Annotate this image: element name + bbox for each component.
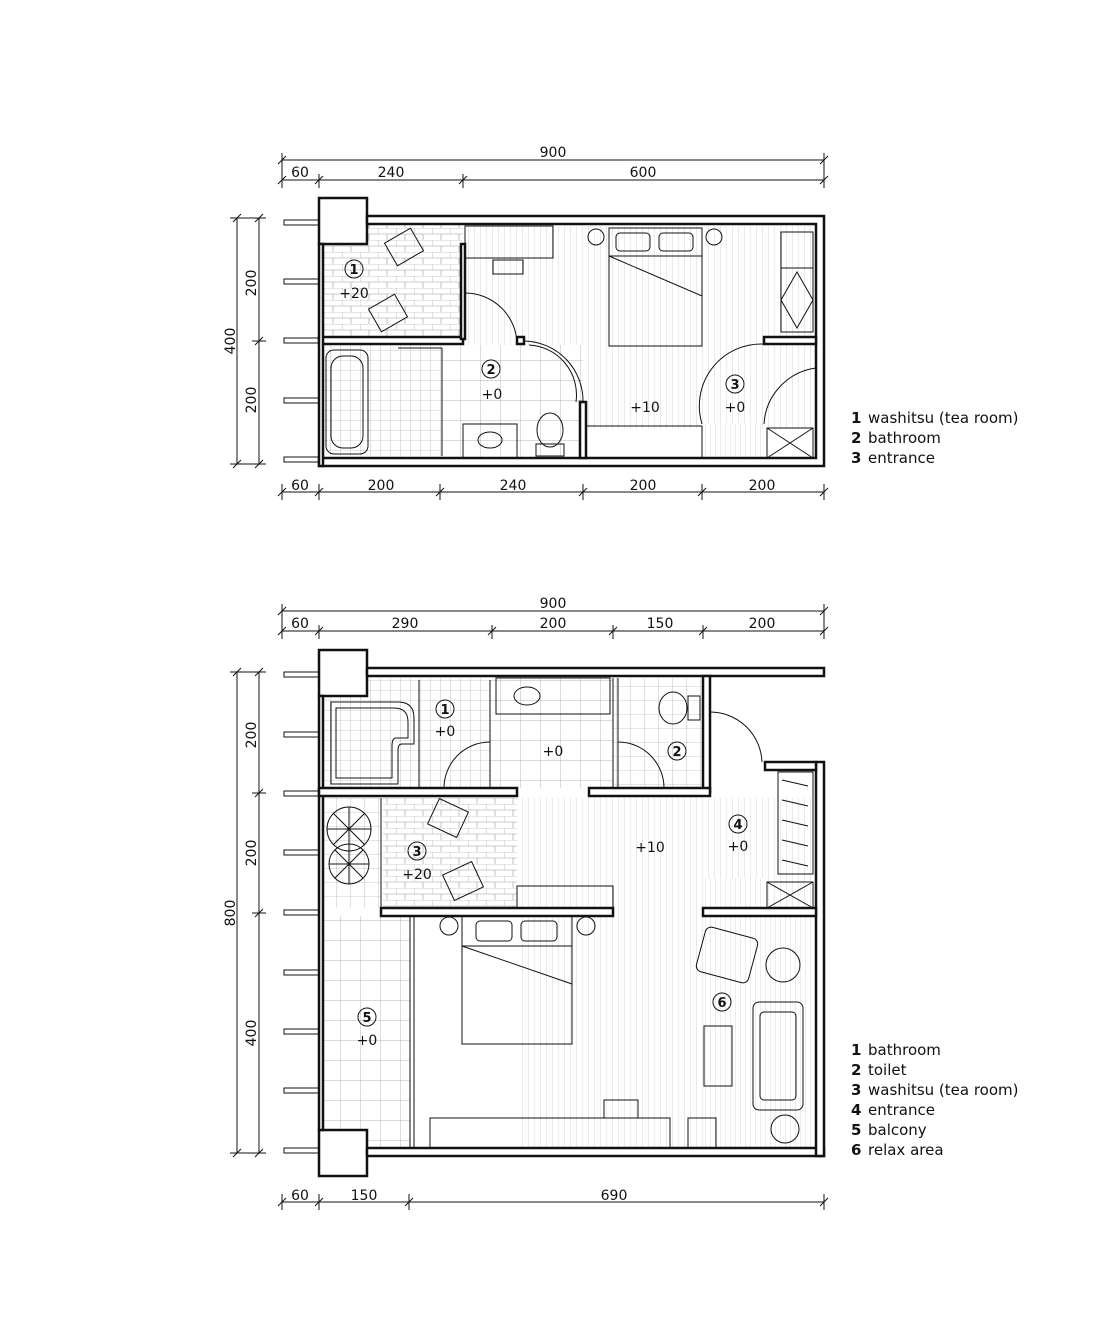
plan-b-level-living: +10	[635, 840, 665, 856]
legend-item	[851, 448, 1019, 468]
dim-top-2: 240	[377, 165, 405, 181]
legend-label: relax area	[868, 1141, 944, 1159]
legend-item	[851, 1080, 1019, 1100]
dim-left-3: 400	[244, 1019, 260, 1047]
legend-item	[851, 1100, 1019, 1120]
dim-top-3: 200	[539, 616, 567, 632]
plan-a-dimensions-bottom	[278, 478, 828, 500]
legend-label: bathroom	[868, 1041, 941, 1059]
plan-b-toilet-floor	[613, 678, 703, 788]
room-number: 3	[412, 845, 422, 860]
legend-label: entrance	[868, 1101, 935, 1119]
legend-label: balcony	[868, 1121, 927, 1139]
room-level: +0	[356, 1033, 378, 1049]
plan-a-dimensions-left	[223, 214, 266, 468]
dim-total-top: 900	[539, 145, 567, 161]
dim-bottom-3: 240	[499, 478, 527, 494]
legend-item	[851, 1060, 1019, 1080]
plan-b-balcony-floor	[323, 916, 410, 1148]
plan-b-legend	[851, 1040, 1019, 1160]
dim-bottom-3: 690	[600, 1188, 628, 1204]
legend-number: 2	[851, 1061, 862, 1079]
dim-bottom-5: 200	[748, 478, 776, 494]
dim-top-3: 600	[629, 165, 657, 181]
legend-item	[851, 428, 1019, 448]
dim-left-2: 200	[244, 839, 260, 867]
room-level: +0	[481, 387, 503, 403]
legend-label: washitsu (tea room)	[868, 409, 1019, 427]
legend-number: 3	[851, 449, 862, 467]
dim-bottom-2: 150	[350, 1188, 378, 1204]
dim-bottom-2: 200	[367, 478, 395, 494]
plan-b-wash-floor	[490, 678, 613, 788]
room-number: 1	[349, 263, 359, 278]
plan-b-dimensions-left	[223, 668, 266, 1157]
room-level: +20	[339, 286, 369, 302]
room-number: 5	[362, 1011, 372, 1026]
room-number: 4	[733, 818, 743, 833]
room-level: +0	[724, 400, 746, 416]
plan-a-entrance-floor	[702, 424, 762, 459]
plan-a-legend	[851, 408, 1019, 468]
legend-number: 2	[851, 429, 862, 447]
dim-total-top: 900	[539, 596, 567, 612]
dim-bottom-4: 200	[629, 478, 657, 494]
legend-number: 1	[851, 409, 862, 427]
legend-number: 6	[851, 1141, 862, 1159]
plan-b-dimensions-bottom	[278, 1188, 828, 1210]
dim-left-1: 200	[244, 721, 260, 749]
legend-number: 3	[851, 1081, 862, 1099]
dim-top-1: 60	[291, 165, 309, 181]
legend-label: washitsu (tea room)	[868, 1081, 1019, 1099]
room-number: 2	[486, 363, 496, 378]
legend-label: entrance	[868, 449, 935, 467]
legend-label: toilet	[868, 1061, 907, 1079]
legend-label: bathroom	[868, 429, 941, 447]
legend-item	[851, 408, 1019, 428]
plan-b-facade-fins	[284, 672, 319, 1153]
plan-a-bath-floor	[322, 345, 442, 459]
legend-number: 5	[851, 1121, 862, 1139]
dim-top-5: 200	[748, 616, 776, 632]
room-number: 2	[672, 745, 682, 760]
dim-bottom-1: 60	[291, 1188, 309, 1204]
room-level: +20	[402, 867, 432, 883]
plan-b-stair-floor	[323, 798, 381, 908]
legend-number: 1	[851, 1041, 862, 1059]
room-level: +0	[434, 724, 456, 740]
plan-b-level-wash: +0	[542, 744, 564, 760]
plan-b	[223, 596, 828, 1210]
legend-number: 4	[851, 1101, 862, 1119]
plan-b-dimensions-top	[278, 596, 828, 639]
dim-total-left: 800	[223, 899, 239, 927]
legend-item	[851, 1140, 1019, 1160]
room-number: 1	[440, 703, 450, 718]
plan-a-level-bedroom: +10	[630, 400, 660, 416]
dim-top-1: 60	[291, 616, 309, 632]
dim-bottom-1: 60	[291, 478, 309, 494]
room-level: +0	[727, 839, 749, 855]
legend-item	[851, 1120, 1019, 1140]
plan-a-dimensions-top	[278, 145, 828, 188]
dim-left-1: 200	[244, 269, 260, 297]
plan-a-facade-fins	[284, 220, 319, 462]
dim-top-4: 150	[646, 616, 674, 632]
dim-total-left: 400	[223, 327, 239, 355]
room-number: 3	[730, 378, 740, 393]
dim-left-2: 200	[244, 386, 260, 414]
plan-a	[223, 145, 828, 500]
room-number: 6	[717, 996, 727, 1011]
plan-b-entrance-floor	[703, 878, 765, 908]
legend-item	[851, 1040, 1019, 1060]
dim-top-2: 290	[391, 616, 419, 632]
